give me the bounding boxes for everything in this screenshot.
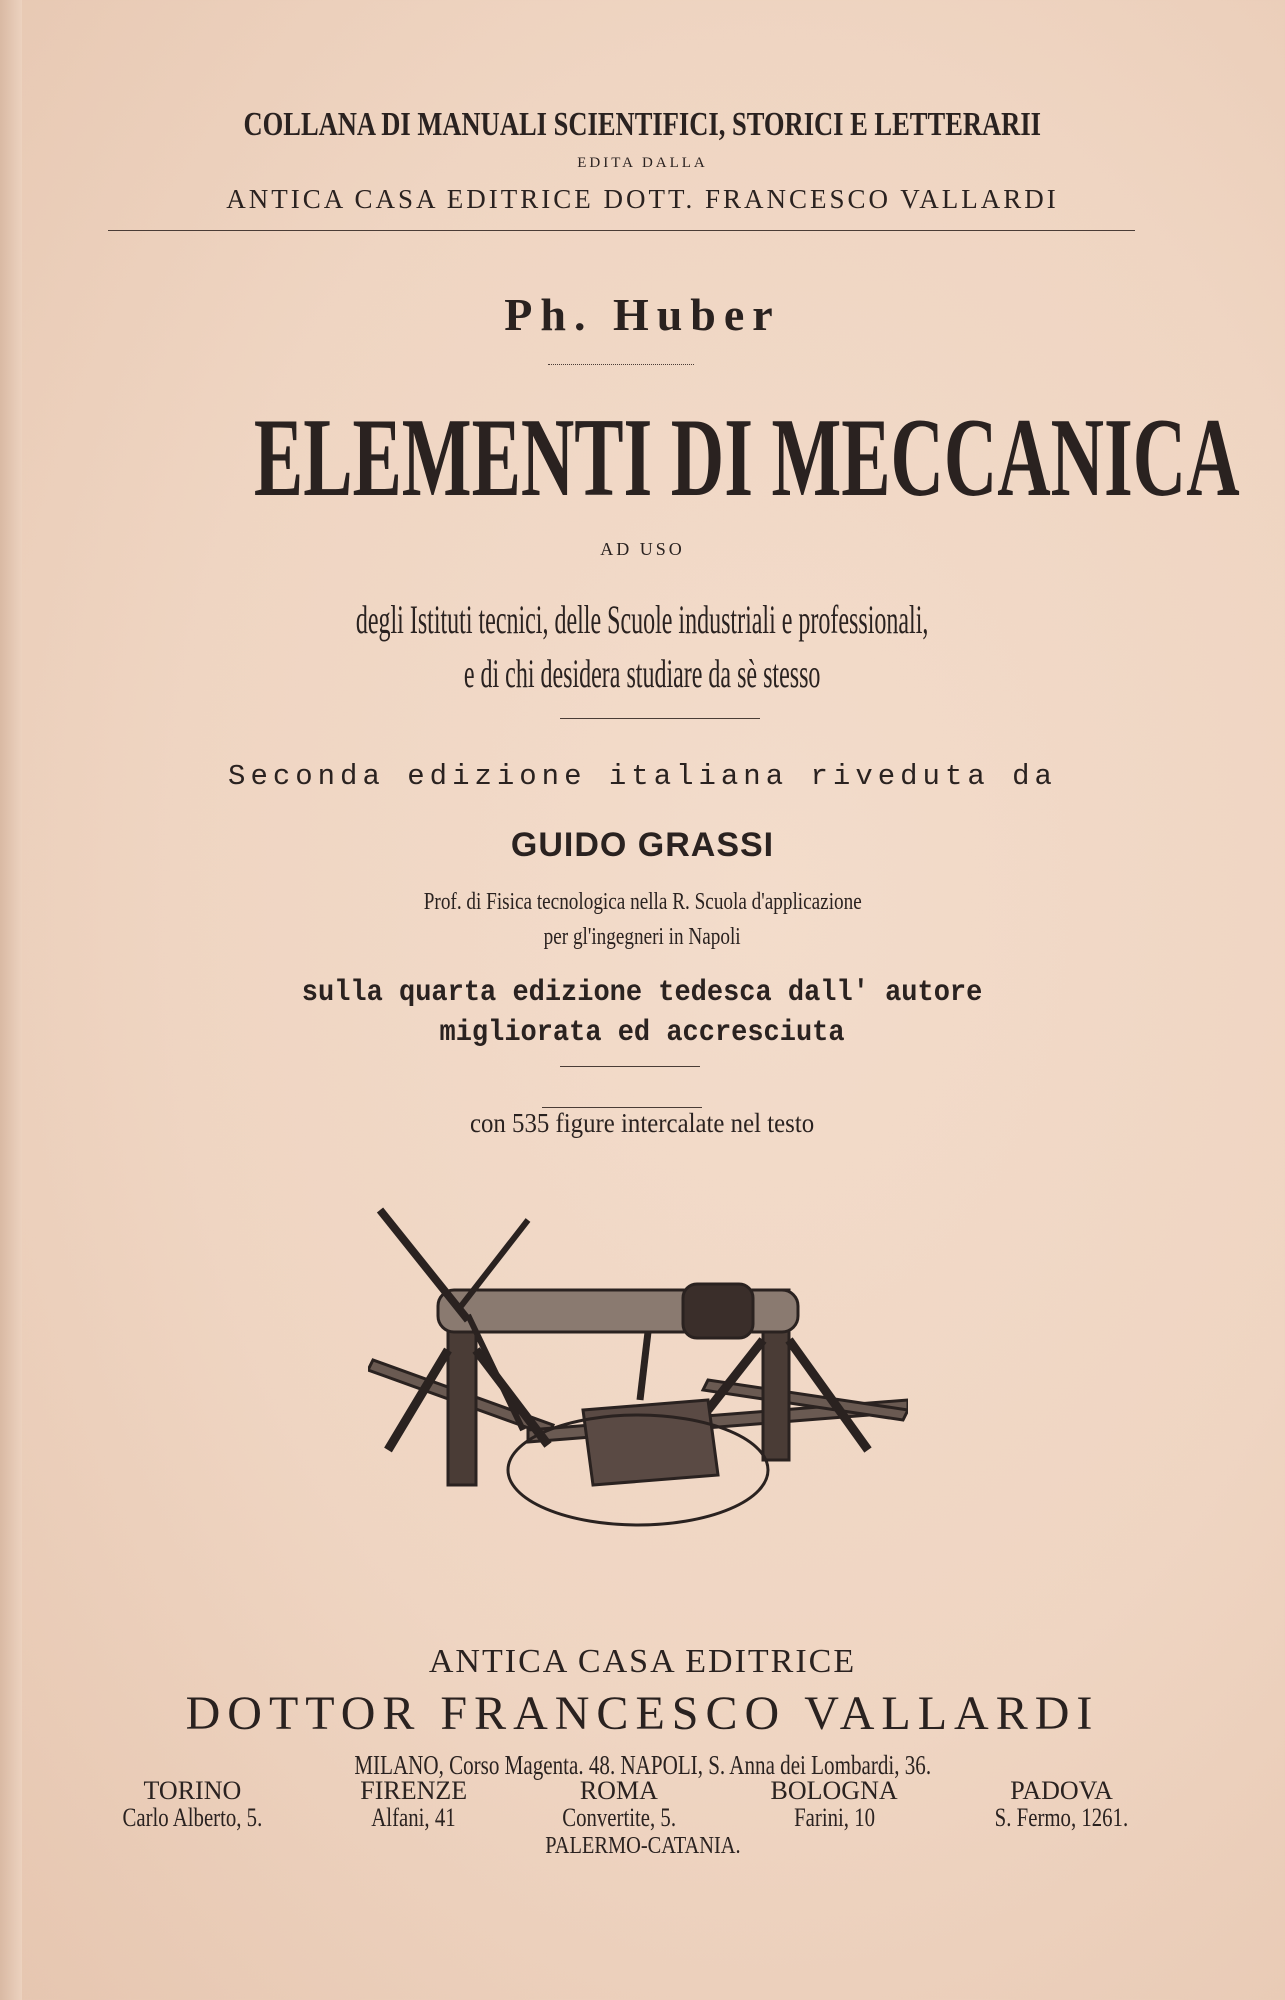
- branch: PADOVA S. Fermo, 1261.: [994, 1776, 1129, 1833]
- divider: [560, 718, 760, 719]
- source-line-1: sulla quarta edizione tedesca dall' autore: [302, 976, 983, 1010]
- divider: [108, 230, 1135, 231]
- publisher-last-line: PALERMO-CATANIA.: [544, 1833, 741, 1859]
- subtitle-line2: e di chi desidera studiare da sè stesso: [464, 651, 821, 696]
- source-line-2: migliorata ed accresciuta: [439, 1016, 846, 1050]
- series-title: COLLANA DI MANUALI SCIENTIFICI, STORICI E LETTERARII: [243, 106, 1042, 143]
- branch-list: [105, 1777, 1145, 1832]
- divider: [560, 1066, 700, 1067]
- figures-note: con 535 figure intercalate nel testo: [470, 1108, 815, 1138]
- series-publisher: ANTICA CASA EDITRICE DOTT. FRANCESCO VALLARDI: [226, 184, 1059, 214]
- branch: BOLOGNA Farini, 10: [770, 1776, 898, 1833]
- publisher-line-1: ANTICA CASA EDITRICE: [428, 1643, 857, 1680]
- windlass-illustration: [368, 1200, 908, 1575]
- publisher-line-2: DOTTOR FRANCESCO VALLARDI: [185, 1687, 1100, 1740]
- editor-role-2: per gl'ingegneri in Napoli: [543, 924, 741, 950]
- book-title: ELEMENTI DI MECCANICA: [253, 396, 1240, 520]
- divider: [548, 364, 694, 365]
- subtitle-line1: degli Istituti tecnici, delle Scuole industriali e professionali,: [356, 597, 929, 642]
- branch: ROMA Convertite, 5.: [561, 1776, 676, 1833]
- editor-name: GUIDO GRASSI: [510, 826, 775, 864]
- branch: TORINO Carlo Alberto, 5.: [122, 1776, 263, 1833]
- publisher-address: MILANO, Corso Magenta. 48. NAPOLI, S. Anna dei Lombardi, 36.: [354, 1750, 931, 1780]
- branch: FIRENZE Alfani, 41: [360, 1776, 468, 1833]
- ad-uso: AD USO: [600, 539, 685, 559]
- editor-role-1: Prof. di Fisica tecnologica nella R. Scuola d'applicazione: [423, 889, 862, 915]
- series-edita: EDITA DALLA: [577, 155, 708, 171]
- author: Ph. Huber: [504, 289, 781, 340]
- edition-statement: Seconda edizione italiana riveduta da: [228, 760, 1057, 793]
